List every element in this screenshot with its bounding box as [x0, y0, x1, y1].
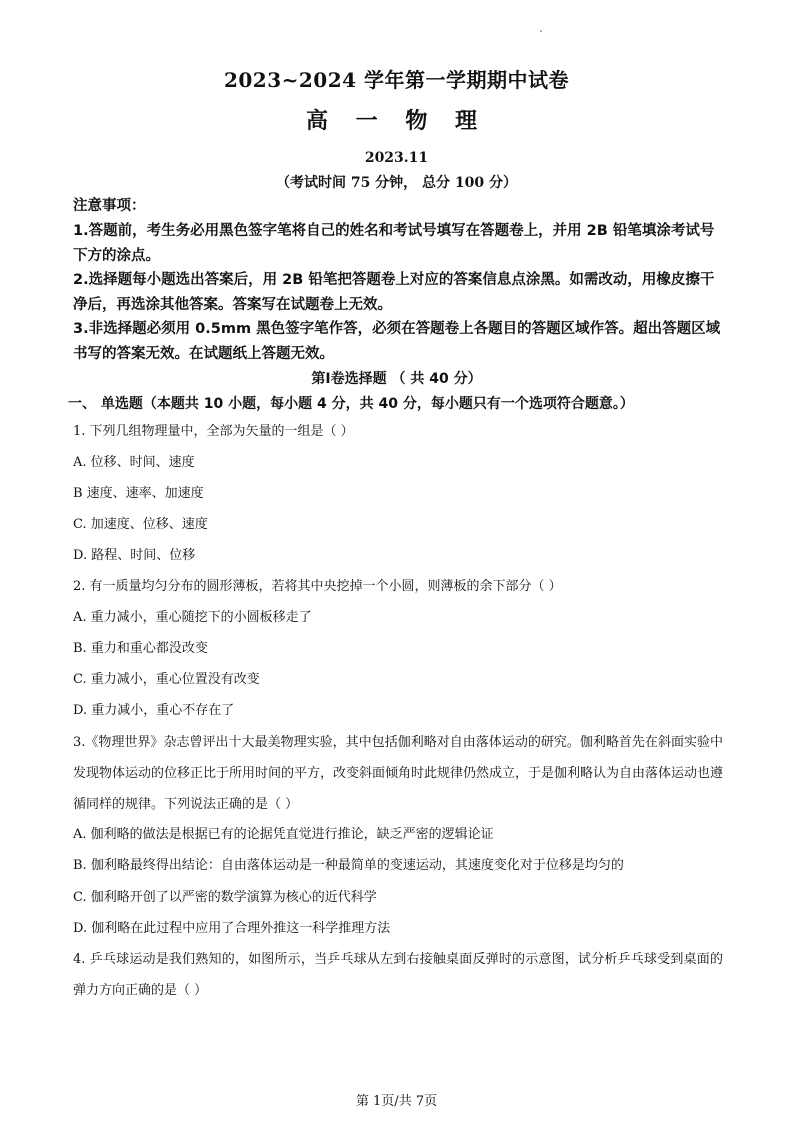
scan-dot	[540, 30, 542, 32]
notice-item: 3.非选择题必须用 0.5mm 黑色签字笔作答，必须在答题卷上各题目的答题区域作答。超出答题区域书写的答案无效。在试题纸上答题无效。	[73, 321, 721, 362]
question-stem: 2. 有一质量均匀分布的圆形薄板，若将其中央挖掉一个小圆，则薄板的余下部分（ ）	[73, 579, 562, 594]
question-option: A. 重力减小，重心随挖下的小圆板移走了	[73, 610, 312, 625]
question-option: D. 伽利略在此过程中应用了合理外推这一科学推理方法	[73, 921, 391, 936]
page-number: 第 1页/共 7页	[355, 1094, 438, 1109]
notice-heading: 注意事项：	[73, 198, 146, 214]
exam-date: 2023.11	[364, 150, 429, 166]
question-stem: 1. 下列几组物理量中，全部为矢量的一组是（ ）	[73, 424, 354, 439]
exam-title: 2023~2024 学年第一学期期中试卷	[223, 68, 570, 92]
question-option: C. 加速度、位移、速度	[73, 517, 208, 532]
subject-title: 高 一 物 理	[306, 108, 487, 134]
question-option: B. 重力和重心都没改变	[73, 641, 208, 656]
notice-item: 2.选择题每小题选出答案后，用 2B 铅笔把答题卷上对应的答案信息点涂黑。如需改动，用橡皮擦干净后，再选涂其他答案。答案写在试题卷上无效。	[73, 272, 715, 313]
question-option: D. 重力减小，重心不存在了	[73, 703, 235, 718]
exam-info: （考试时间 75 分钟， 总分 100 分）	[275, 175, 518, 191]
question-option: B 速度、速率、加速度	[73, 486, 204, 501]
question-option: A. 伽利略的做法是根据已有的论据凭直觉进行推论，缺乏严密的逻辑论证	[73, 827, 494, 842]
section-title: 一、 单选题（本题共 10 小题，每小题 4 分，共 40 分，每小题只有一个选项符合题意。）	[68, 396, 634, 412]
question-option: C. 伽利略开创了以严密的数学演算为核心的近代科学	[73, 890, 377, 905]
question-option: C. 重力减小，重心位置没有改变	[73, 672, 260, 687]
question-stem: 4. 乒乓球运动是我们熟知的，如图所示，当乒乓球从左到右接触桌面反弹时的示意图，试分析乒乓球受到桌面的弹力方向正确的是（ ）	[73, 952, 723, 998]
question-option: A. 位移、时间、速度	[73, 455, 195, 470]
question-option: B. 伽利略最终得出结论：自由落体运动是一种最简单的变速运动，其速度变化对于位移是均匀的	[73, 858, 624, 873]
question-stem: 3.《物理世界》杂志曾评出十大最美物理实验，其中包括伽利略对自由落体运动的研究。伽利略首先在斜面实验中发现物体运动的位移正比于所用时间的平方，改变斜面倾角时此规律仍然成立，于是伽利略认为自由落体运动也遵循同样的规律。下列说法正确的是（ ）	[73, 735, 724, 812]
notice-item: 1.答题前，考生务必用黑色签字笔将自己的姓名和考试号填写在答题卷上，并用 2B 铅笔填涂考试号下方的涂点。	[73, 223, 715, 264]
section-heading: 第Ⅰ卷选择题 （ 共 40 分）	[311, 371, 482, 387]
question-option: D. 路程、时间、位移	[73, 548, 196, 563]
